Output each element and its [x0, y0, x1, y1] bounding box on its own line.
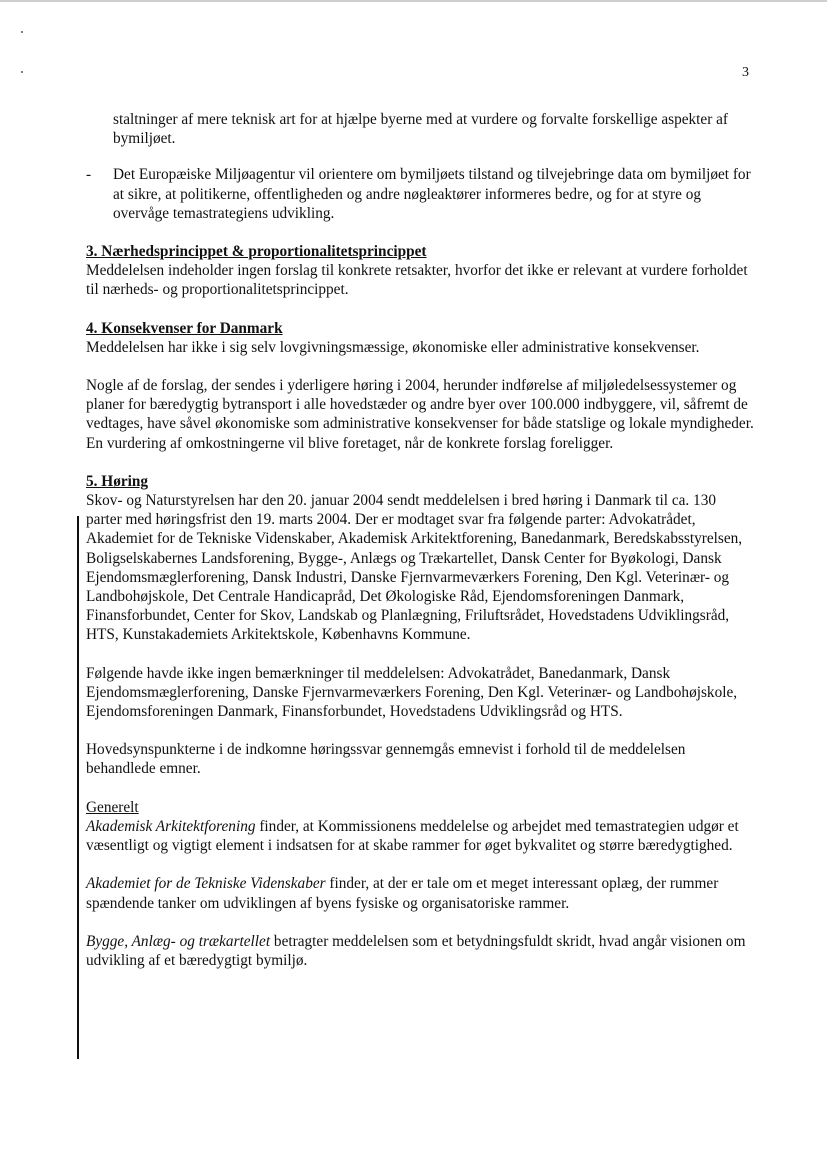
section-3-body: Meddelelsen indeholder ingen forslag til konkrete retsakter, hvorfor det ikke er relevant at vurdere forholdet til nærheds- og proportionalitetsprincippet.: [86, 262, 748, 299]
organisation-name: Akademisk Arkitektforening: [86, 817, 256, 835]
section-5-body-2: Følgende havde ikke ingen bemærkninger til meddelelsen: Advokatrådet, Banedanmark, Dansk Ejendomsmæglerforening, Danske Fjernvarmeværkers Forening, Den Kgl. Veterinær- og Landbohøjskole, Ejendomsforeningen Danmark, Finansforbundet, Hovedstadens Udviklingsråd og HTS.: [86, 664, 738, 721]
response-text: betragter meddelelsen som et betydningsfuldt skridt, hvad angår visionen om udvikling af et bæredygtigt bymiljø.: [86, 932, 746, 969]
consultation-response: [86, 874, 754, 912]
subheading-generelt: Generelt: [86, 798, 139, 816]
section-5-body-3: Hovedsynspunkterne i de indkomne høringssvar gennemgås emnevist i forhold til de meddelelsen behandlede emner.: [86, 741, 686, 778]
continued-paragraph: staltninger af mere teknisk art for at hjælpe byerne med at vurdere og forvalte forskellige aspekter af bymiljøet.: [113, 111, 729, 148]
document-body: [86, 110, 754, 970]
scan-top-edge: [0, 0, 827, 2]
response-text: finder, at Kommissionens meddelelse og arbejdet med temastrategien udgør et væsentligt og vigtigt element i indsatsen for at skabe rammer for øget bykvalitet og større bæredygtighed.: [86, 817, 739, 855]
response-text: finder, at der er tale om et meget interessant oplæg, der rummer spændende tanker om udviklingen af byens fysiske og organisatoriske rammer.: [86, 875, 719, 912]
bullet-item: [86, 165, 754, 223]
scan-speck: [21, 31, 23, 33]
organisation-name: Akademiet for de Tekniske Videnskaber: [86, 875, 326, 893]
section-5-body-1: Skov- og Naturstyrelsen har den 20. januar 2004 sendt meddelelsen i bred høring i Danmark til ca. 130 parter med høringsfrist den 19. marts 2004. Der er modtaget svar fra følgende parter: Advokatrådet, Akademiet for de Tekniske Videnskaber, Akademisk Arkitektforening, Banedanmark, Beredskabsstyrelsen, Boligselskabernes Landsforening, Bygge-, Anlægs og Trækartellet, Dansk Center for Byøkologi, Dansk Ejendomsmæglerforening, Dansk Industri, Danske Fjernvarmeværkers Forening, Den Kgl. Veterinær- og Landbohøjskole, Det Centrale Handicapråd, Det Økologiske Råd, Ejendomsforeningen Danmark, Finansforbundet, Center for Skov, Landskab og Planlægning, Friluftsrådet, Hovedstadens Udviklingsråd, HTS, Kunstakademiets Arkitektskole, Københavns Kommune.: [86, 492, 743, 644]
revision-bar: [77, 516, 79, 1059]
section-4-body-2: Nogle af de forslag, der sendes i yderligere høring i 2004, herunder indførelse af miljøledelsessystemer og planer for bæredygtig bytransport i alle hovedstæder og andre byer over 100.000 indbyggere, vil, såfremt de vedtages, have såvel økonomiske som administrative konsekvenser for både statslige og lokale myndigheder. En vurdering af omkostningerne vil blive foretaget, når de konkrete forslag foreligger.: [86, 377, 754, 452]
section-3-heading: 3. Nærhedsprincippet & proportionalitetsprincippet: [86, 243, 427, 261]
organisation-name: Bygge, Anlæg- og trækartellet: [86, 932, 271, 950]
section-5-heading: 5. Høring: [86, 472, 149, 490]
section-4-heading: 4. Konsekvenser for Danmark: [86, 319, 283, 337]
consultation-response: [86, 817, 754, 855]
section-4-body-1: Meddelelsen har ikke i sig selv lovgivningsmæssige, økonomiske eller administrative konsekvenser.: [86, 338, 700, 356]
bullet-text: Det Europæiske Miljøagentur vil orientere om bymiljøets tilstand og tilvejebringe data om bymiljøet for at sikre, at politikerne, offentligheden og andre nøgleaktører informeres bedre, og for at styre og overvåge temastrategiens udvikling.: [113, 166, 751, 222]
consultation-response: [86, 932, 754, 970]
scan-speck: [21, 71, 23, 73]
page-number: 3: [742, 65, 749, 80]
bullet-dash: -: [86, 166, 92, 184]
